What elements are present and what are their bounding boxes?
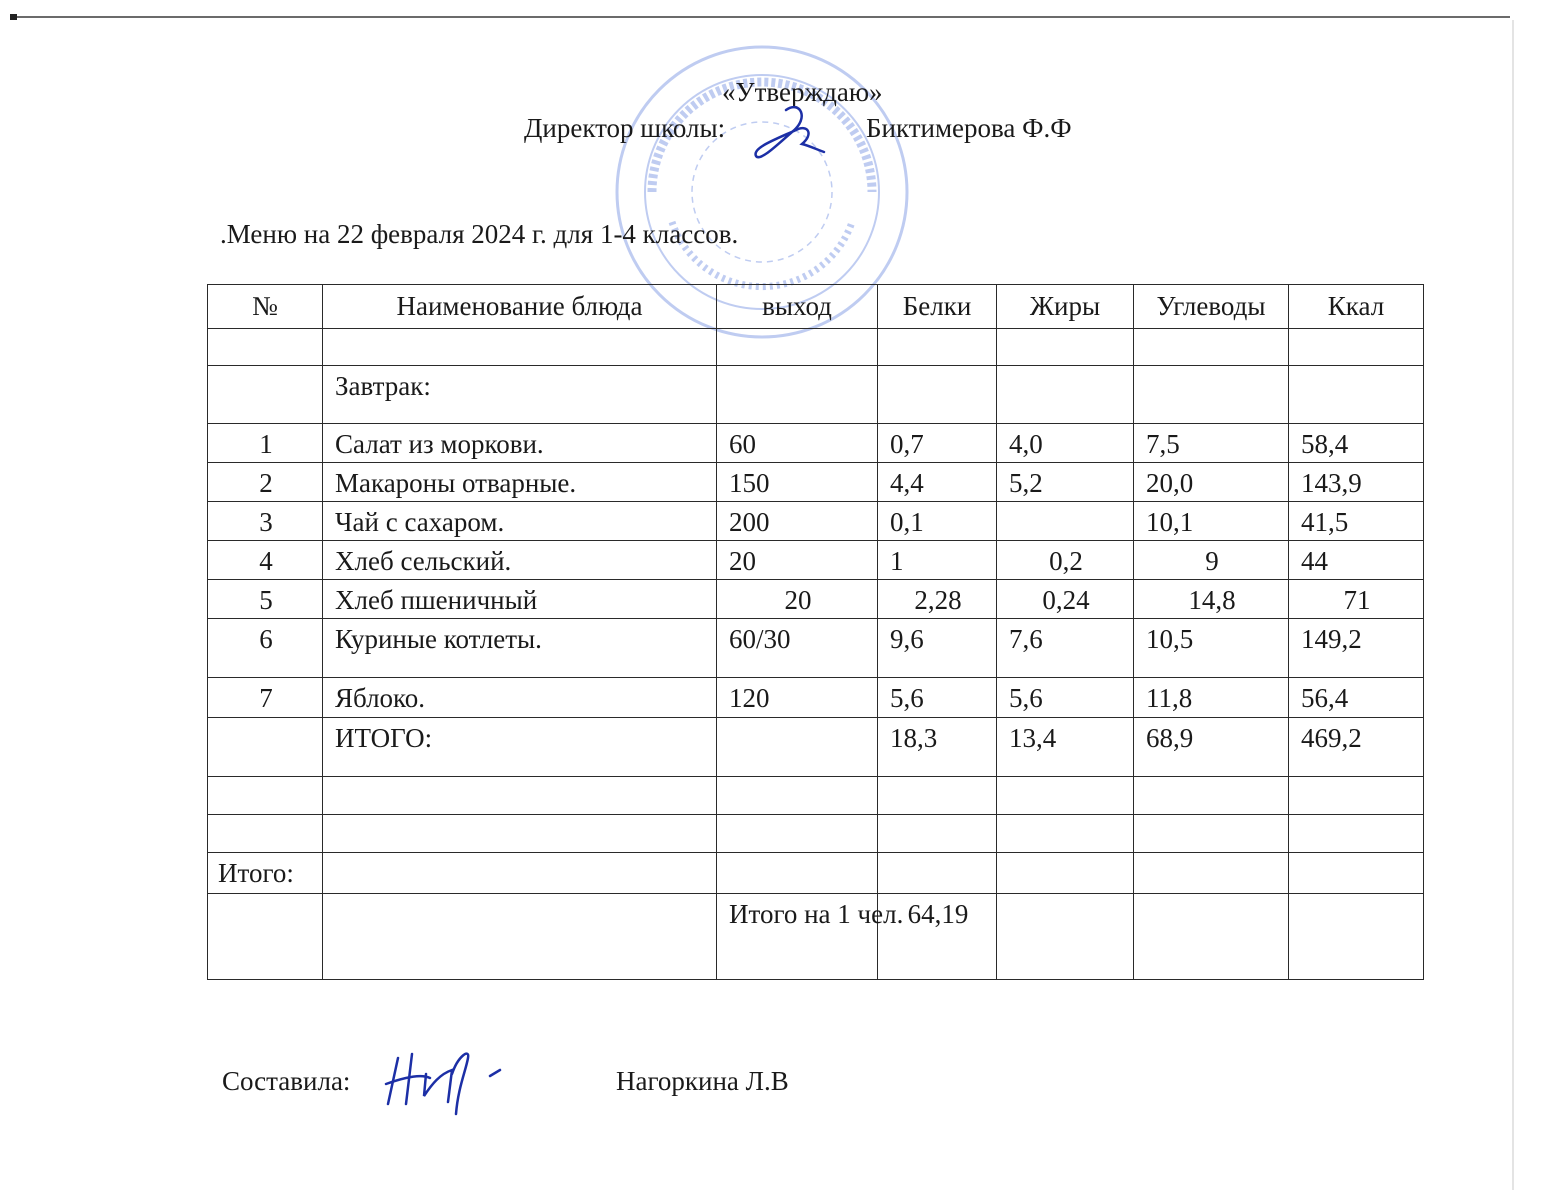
dish-output: 20	[717, 580, 878, 619]
dish-fat: 0,24	[997, 580, 1134, 619]
per-person-row	[208, 893, 1424, 979]
dish-number: 2	[208, 463, 323, 502]
table-row	[208, 541, 1424, 580]
dish-output: 20	[717, 541, 878, 580]
dish-number: 4	[208, 541, 323, 580]
per-person-label: Итого на 1 чел.	[717, 893, 878, 979]
summary-label: Итого:	[208, 852, 323, 893]
composed-by-label: Составила:	[222, 1066, 351, 1096]
dish-protein: 0,7	[878, 424, 997, 463]
dish-output: 150	[717, 463, 878, 502]
dish-number: 7	[208, 678, 323, 717]
dish-output: 120	[717, 678, 878, 717]
scan-mark	[10, 14, 17, 20]
dish-protein: 9,6	[878, 619, 997, 678]
summary-row	[208, 852, 1424, 893]
column-header: выход	[717, 285, 878, 329]
dish-output: 60	[717, 424, 878, 463]
table-row	[208, 619, 1424, 678]
dish-number: 5	[208, 580, 323, 619]
dish-number: 3	[208, 502, 323, 541]
dish-carbs: 14,8	[1134, 580, 1289, 619]
composer-name: Нагоркина Л.В	[616, 1066, 789, 1096]
approval-heading: «Утверждаю»	[722, 77, 883, 107]
dish-carbs: 10,1	[1134, 502, 1289, 541]
dish-output: 200	[717, 502, 878, 541]
dish-fat	[997, 502, 1134, 541]
menu-title: .Меню на 22 февраля 2024 г. для 1-4 классов.	[220, 219, 739, 249]
dish-name: Салат из моркови.	[323, 424, 717, 463]
dish-kcal: 58,4	[1289, 424, 1424, 463]
dish-name: Хлеб сельский.	[323, 541, 717, 580]
dish-fat: 5,2	[997, 463, 1134, 502]
scan-edge-line	[10, 16, 1510, 18]
dish-carbs: 7,5	[1134, 424, 1289, 463]
dish-kcal: 149,2	[1289, 619, 1424, 678]
dish-kcal: 71	[1289, 580, 1424, 619]
dish-name: Макароны отварные.	[323, 463, 717, 502]
dish-fat: 5,6	[997, 678, 1134, 717]
section-row	[208, 366, 1424, 424]
column-header: №	[208, 285, 323, 329]
dish-fat: 0,2	[997, 541, 1134, 580]
column-header: Углеводы	[1134, 285, 1289, 329]
dish-name: Яблоко.	[323, 678, 717, 717]
dish-kcal: 44	[1289, 541, 1424, 580]
dish-protein: 1	[878, 541, 997, 580]
dish-carbs: 20,0	[1134, 463, 1289, 502]
dish-protein: 4,4	[878, 463, 997, 502]
dish-name: Куриные котлеты.	[323, 619, 717, 678]
table-header-row	[208, 285, 1424, 329]
dish-protein: 5,6	[878, 678, 997, 717]
table-row	[208, 580, 1424, 619]
total-label: ИТОГО:	[323, 717, 717, 776]
total-row	[208, 717, 1424, 776]
dish-number: 6	[208, 619, 323, 678]
table-row	[208, 502, 1424, 541]
table-row	[208, 424, 1424, 463]
dish-name: Чай с сахаром.	[323, 502, 717, 541]
dish-fat: 4,0	[997, 424, 1134, 463]
total-protein: 18,3	[878, 717, 997, 776]
table-row	[208, 678, 1424, 717]
column-header: Жиры	[997, 285, 1134, 329]
dish-carbs: 11,8	[1134, 678, 1289, 717]
composer-signature	[378, 1044, 508, 1116]
dish-carbs: 10,5	[1134, 619, 1289, 678]
empty-row	[208, 329, 1424, 366]
dish-fat: 7,6	[997, 619, 1134, 678]
empty-row	[208, 814, 1424, 852]
dish-kcal: 41,5	[1289, 502, 1424, 541]
total-kcal: 469,2	[1289, 717, 1424, 776]
director-signature	[748, 100, 828, 170]
director-name: Биктимерова Ф.Ф	[866, 113, 1072, 143]
dish-kcal: 56,4	[1289, 678, 1424, 717]
dish-kcal: 143,9	[1289, 463, 1424, 502]
empty-row	[208, 776, 1424, 814]
dish-protein: 0,1	[878, 502, 997, 541]
column-header: Наименование блюда	[323, 285, 717, 329]
total-fat: 13,4	[997, 717, 1134, 776]
dish-name: Хлеб пшеничный	[323, 580, 717, 619]
dish-number: 1	[208, 424, 323, 463]
dish-protein: 2,28	[878, 580, 997, 619]
dish-carbs: 9	[1134, 541, 1289, 580]
menu-table	[207, 284, 1424, 980]
column-header: Белки	[878, 285, 997, 329]
total-carbs: 68,9	[1134, 717, 1289, 776]
director-label: Директор школы:	[524, 113, 726, 143]
dish-output: 60/30	[717, 619, 878, 678]
column-header: Ккал	[1289, 285, 1424, 329]
section-label: Завтрак:	[323, 366, 717, 424]
table-row	[208, 463, 1424, 502]
per-person-value: 64,19	[878, 893, 997, 979]
scan-right-edge	[1512, 20, 1514, 1190]
